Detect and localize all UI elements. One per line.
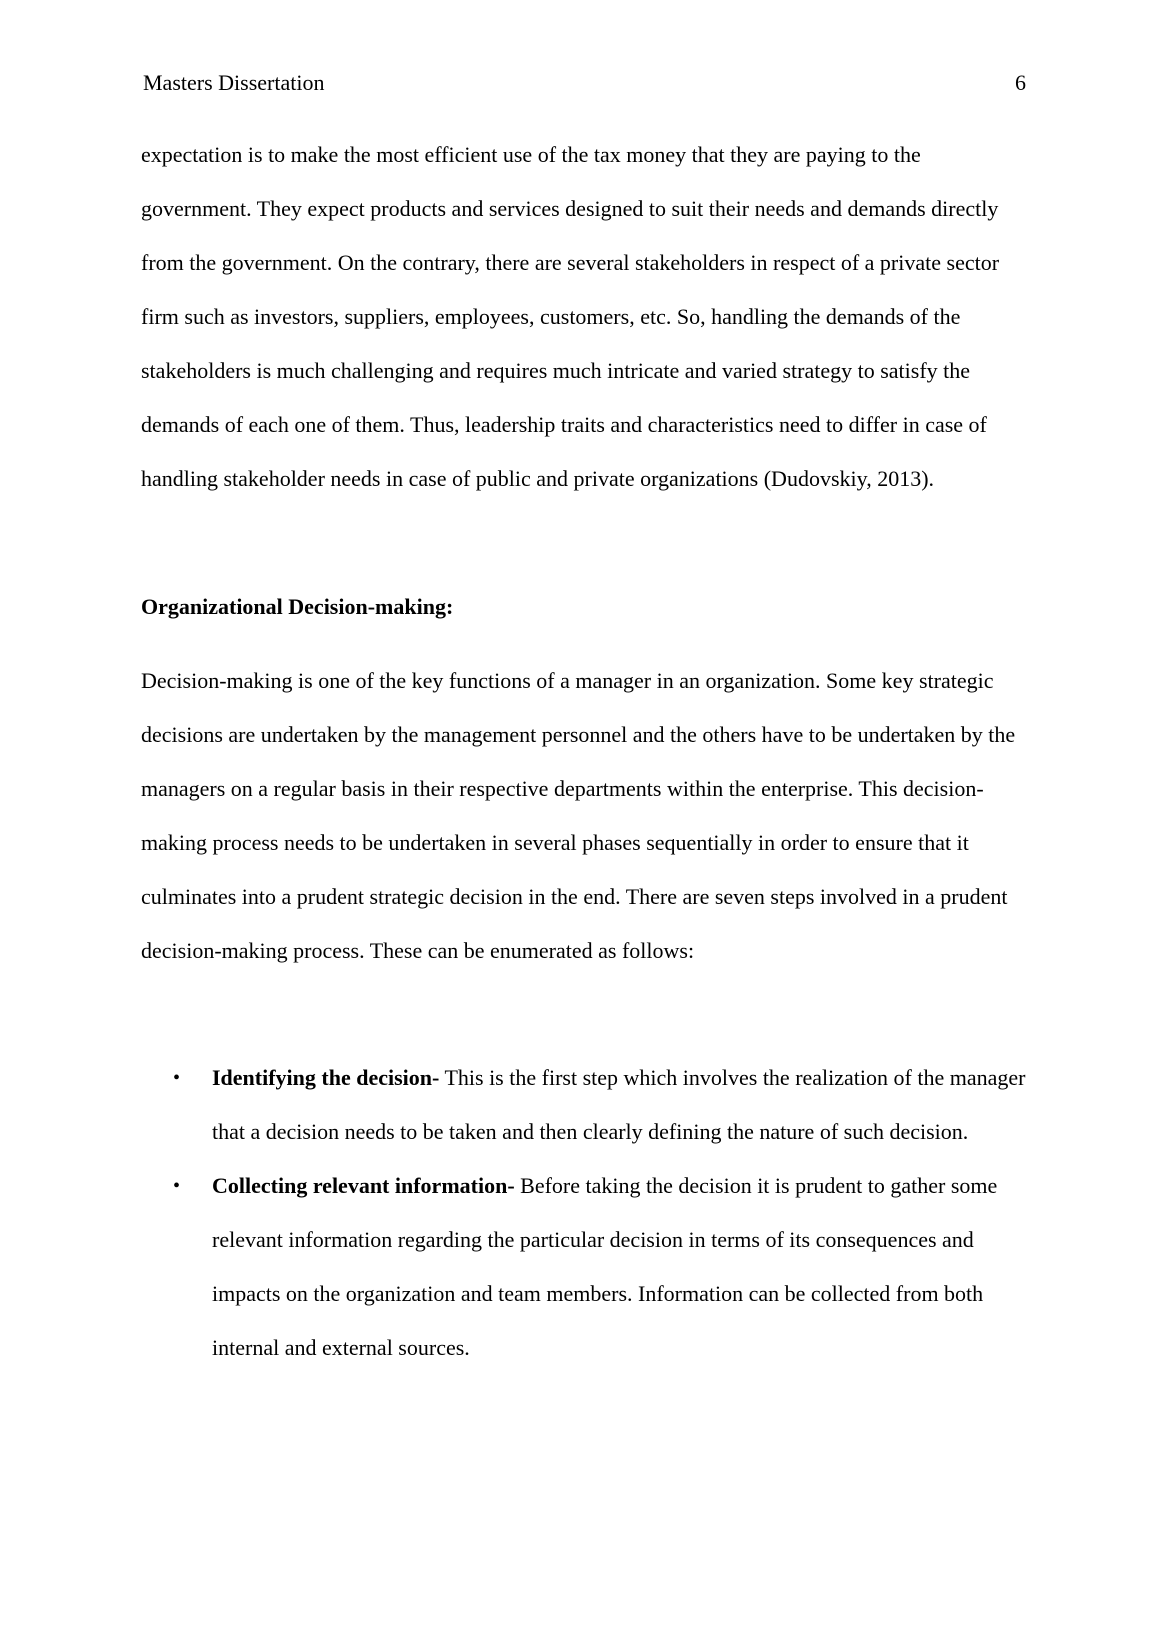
body-paragraph-2: Decision-making is one of the key functions of a manager in an organization. Some key strategic decisions are undertaken by the management personnel and the others have to be undertaken by the managers on a regular basis in their respective departments within the enterprise. This decision-making process needs to be undertaken in several phases sequentially in order to ensure that it culminates into a prudent strategic decision in the end. There are seven steps involved in a prudent decision-making process. These can be enumerated as follows:	[141, 668, 1016, 963]
list-item-term: Identifying the decision-	[212, 1065, 440, 1090]
section-heading: Organizational Decision-making:	[141, 594, 454, 619]
page-header	[143, 68, 1026, 98]
steps-list	[141, 1051, 1027, 1375]
list-item	[141, 1051, 1027, 1159]
bullet-icon: •	[173, 1067, 181, 1089]
body-paragraph-1: expectation is to make the most efficient use of the tax money that they are paying to the government. They expect products and services designed to suit their needs and demands directly from the government. On the contrary, there are several stakeholders in respect of a private sector firm such as investors, suppliers, employees, customers, etc. So, handling the demands of the stakeholders is much challenging and requires much intricate and varied strategy to satisfy the demands of each one of them. Thus, leadership traits and characteristics need to differ in case of handling stakeholder needs in case of public and private organizations (Dudovskiy, 2013).	[141, 142, 1000, 491]
list-item-text: This is the first step which involves the realization of the manager that a decision needs to be taken and then clearly defining the nature of such decision.	[212, 1065, 1026, 1144]
list-item-term: Collecting relevant information-	[212, 1173, 515, 1198]
list-item-text: Before taking the decision it is prudent to gather some relevant information regarding the particular decision in terms of its consequences and impacts on the organization and team members. Information can be collected from both internal and external sources.	[212, 1173, 998, 1360]
page-number: 6	[1015, 70, 1026, 95]
list-item	[141, 1159, 1027, 1375]
bullet-icon: •	[173, 1175, 181, 1197]
running-head: Masters Dissertation	[143, 70, 325, 95]
